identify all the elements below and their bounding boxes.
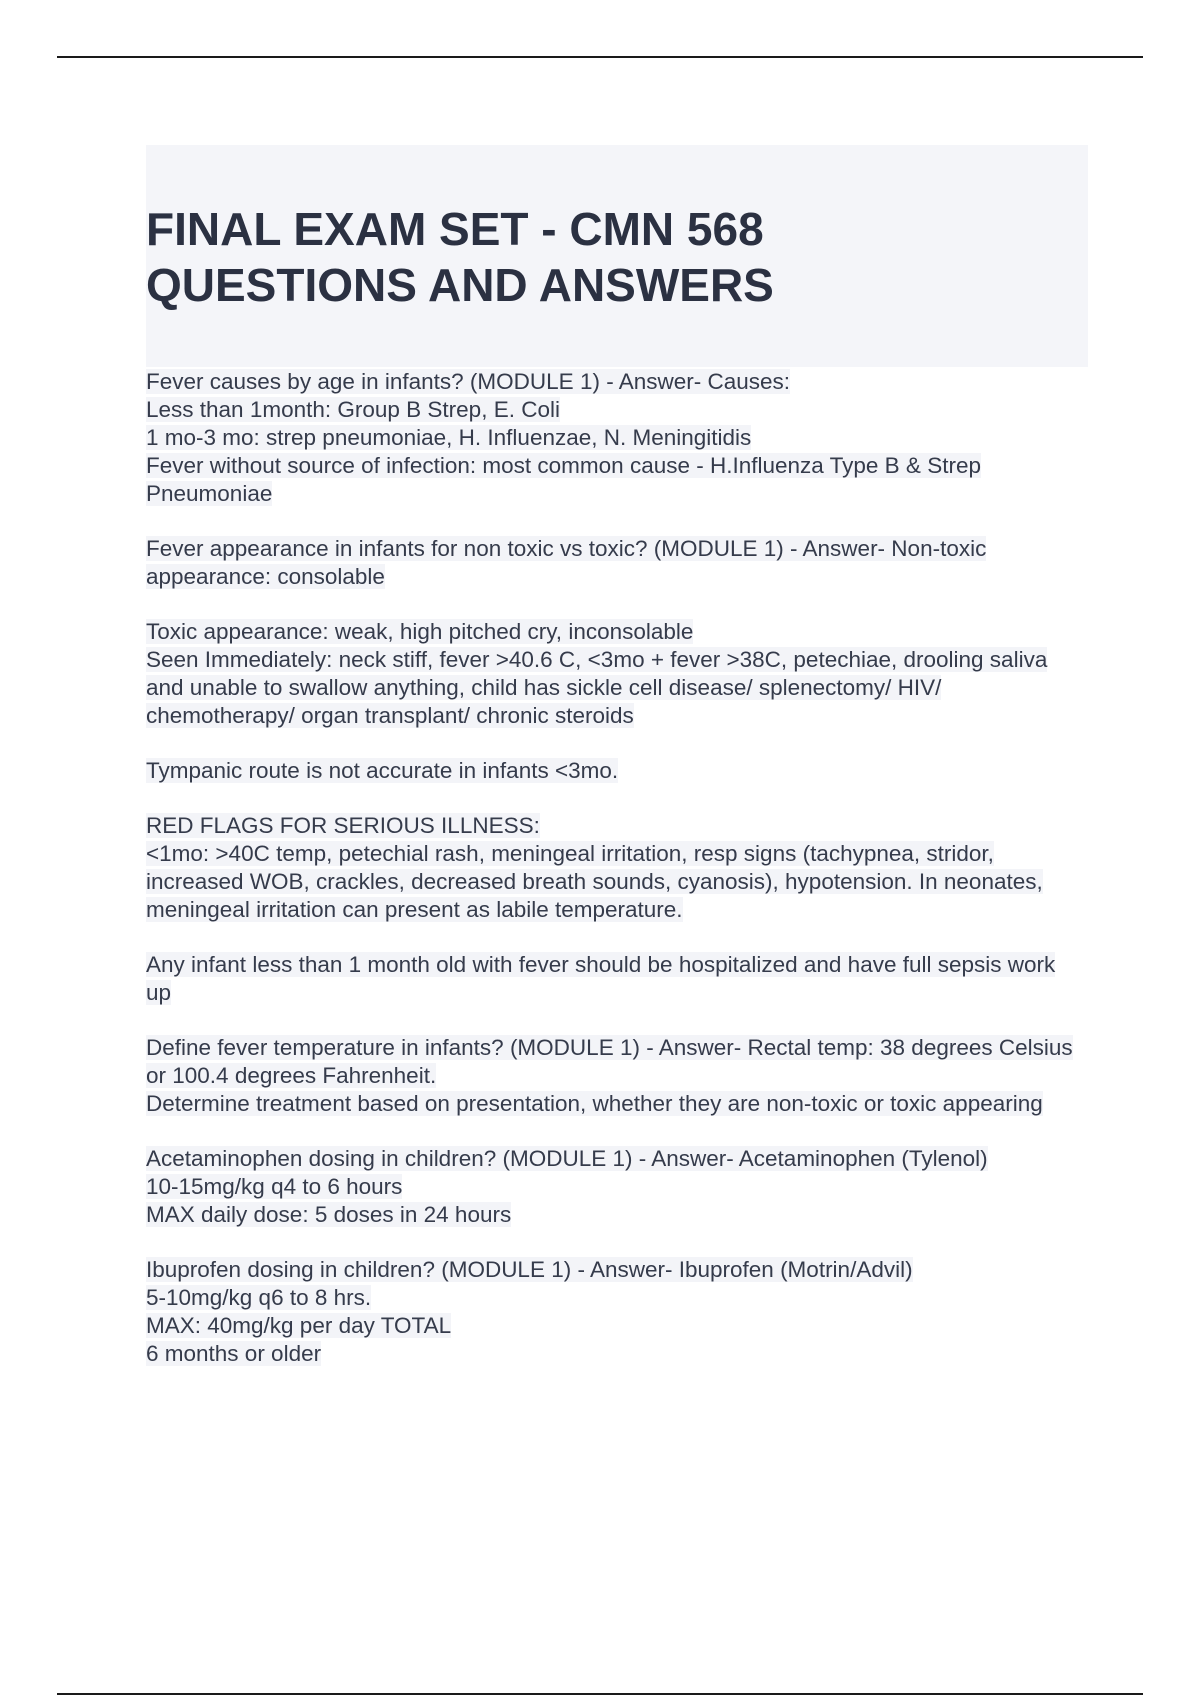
text-line: Tympanic route is not accurate in infants <3mo. — [146, 758, 619, 783]
title-line-2: QUESTIONS AND ANSWERS — [146, 259, 774, 311]
text-line: <1mo: >40C temp, petechial rash, meningeal irritation, resp signs (tachypnea, stridor, increased WOB, crackles, decreased breath sounds, cyanosis), hypotension. In neonates, meningeal irritation can present as labile temperature. — [146, 841, 1043, 922]
qa-block-fever-causes — [146, 368, 1086, 508]
text-line: Ibuprofen dosing in children? (MODULE 1) - Answer- Ibuprofen (Motrin/Advil) — [146, 1257, 913, 1282]
text-block-red-flags — [146, 812, 1086, 924]
text-line: Acetaminophen dosing in children? (MODULE 1) - Answer- Acetaminophen (Tylenol) — [146, 1146, 988, 1171]
text-line: MAX daily dose: 5 doses in 24 hours — [146, 1202, 512, 1227]
text-line: Fever appearance in infants for non toxic vs toxic? (MODULE 1) - Answer- Non-toxic appearance: consolable — [146, 536, 987, 589]
text-line: 5-10mg/kg q6 to 8 hrs. — [146, 1285, 372, 1310]
text-line: 6 months or older — [146, 1341, 322, 1366]
qa-block-fever-appearance — [146, 535, 1086, 591]
text-line: Fever without source of infection: most common cause - H.Influenza Type B & Strep Pneumoniae — [146, 453, 981, 506]
top-rule — [57, 56, 1143, 58]
text-block-toxic-appearance — [146, 618, 1086, 730]
text-block-tympanic — [146, 757, 1086, 785]
text-line: 1 mo-3 mo: strep pneumoniae, H. Influenzae, N. Meningitidis — [146, 425, 752, 450]
text-line: or 100.4 degrees Fahrenheit. — [146, 1063, 437, 1088]
text-line: Fever causes by age in infants? (MODULE 1) - Answer- Causes: — [146, 369, 791, 394]
text-line: RED FLAGS FOR SERIOUS ILLNESS: — [146, 813, 540, 838]
document-body — [146, 368, 1086, 1395]
text-line: Toxic appearance: weak, high pitched cry, inconsolable — [146, 619, 694, 644]
text-line: Determine treatment based on presentation, whether they are non-toxic or toxic appearing — [146, 1091, 1043, 1116]
bottom-rule — [57, 1693, 1143, 1695]
text-block-hospitalization — [146, 951, 1086, 1007]
text-line: Any infant less than 1 month old with fever should be hospitalized and have full sepsis work up — [146, 952, 1056, 1005]
title-line-1: FINAL EXAM SET - CMN 568 — [146, 203, 764, 255]
text-line: Seen Immediately: neck stiff, fever >40.6 C, <3mo + fever >38C, petechiae, drooling saliva and unable to swallow anything, child has sickle cell disease/ splenectomy/ HIV/ chemotherapy/ organ transplant/ chronic steroids — [146, 647, 1048, 728]
qa-block-acetaminophen — [146, 1145, 1086, 1229]
document-title — [146, 201, 1046, 313]
text-line: Define fever temperature in infants? (MODULE 1) - Answer- Rectal temp: 38 degrees Celsius — [146, 1035, 1073, 1060]
text-line: 10-15mg/kg q4 to 6 hours — [146, 1174, 403, 1199]
qa-block-ibuprofen — [146, 1256, 1086, 1368]
text-line: MAX: 40mg/kg per day TOTAL — [146, 1313, 452, 1338]
text-line: Less than 1month: Group B Strep, E. Coli — [146, 397, 560, 422]
qa-block-fever-temperature — [146, 1034, 1086, 1118]
